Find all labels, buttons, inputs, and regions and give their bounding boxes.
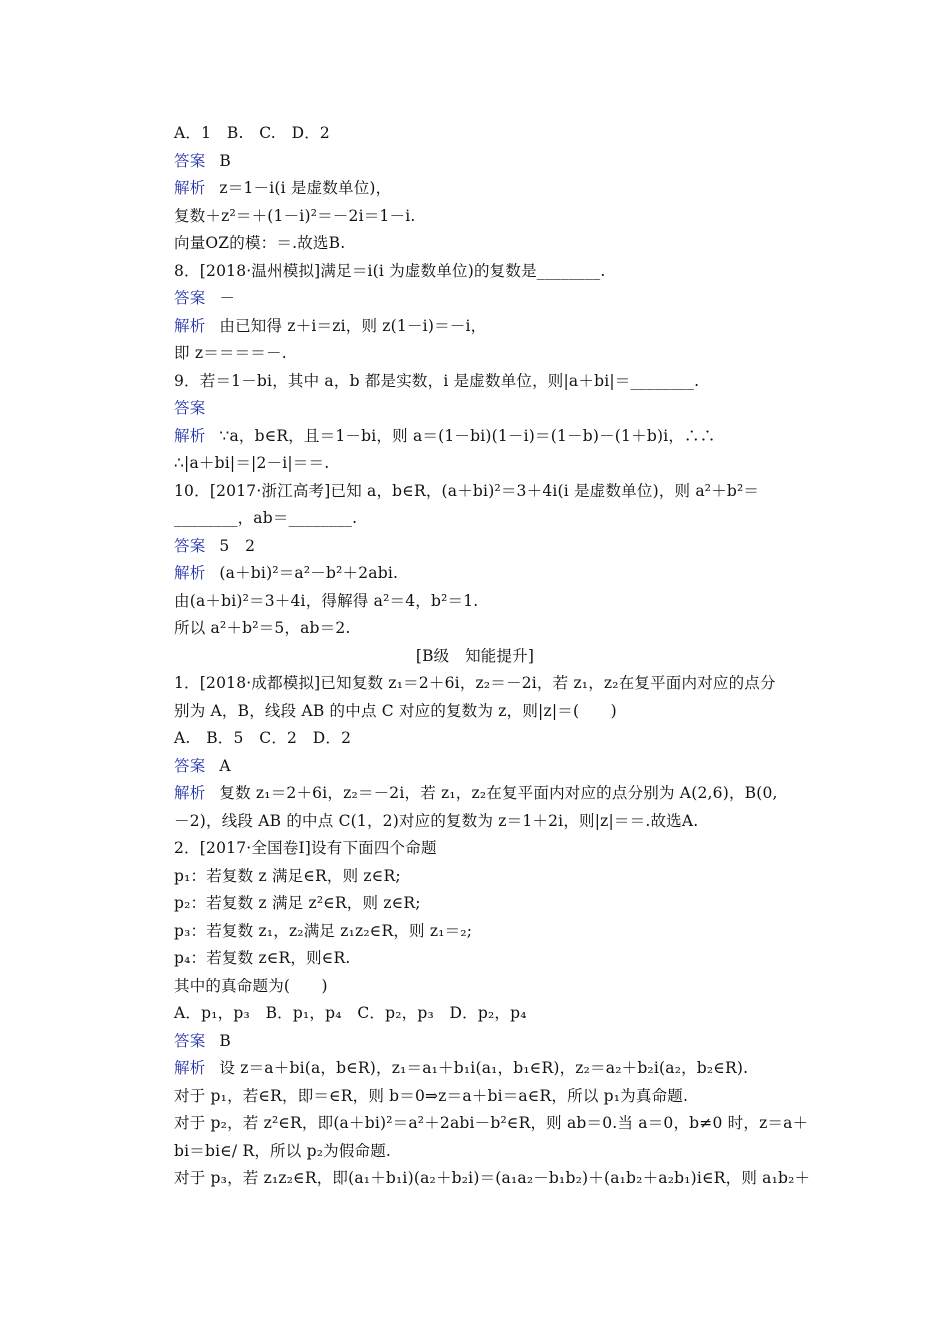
text-line <box>0 560 398 586</box>
answer-tag: 解析 <box>174 784 206 802</box>
line-text: 9．若＝1－bi，其中 a，b 都是实数，i 是虚数单位，则|a＋bi|＝________. <box>174 371 700 390</box>
text-line <box>0 670 776 696</box>
text-line <box>0 973 328 999</box>
text-line <box>0 808 698 834</box>
text-line <box>0 203 415 229</box>
text-line <box>0 863 401 889</box>
text-line <box>0 230 345 256</box>
line-text: 对于 p₃，若 z₁z₂∈R，即(a₁＋b₁i)(a₂＋b₂i)＝(a₁a₂－b₁b₂)＋(a₁b₂＋a₂b₁)i∈R，则 a₁b₂＋ <box>174 1169 811 1187</box>
answer-tag: 答案 <box>174 1031 206 1050</box>
answer-tag: 答案 <box>174 756 206 775</box>
text-line <box>0 533 255 559</box>
text-line <box>0 505 357 531</box>
text-line <box>0 120 330 146</box>
text-line <box>0 945 350 971</box>
line-text: p₁：若复数 z 满足∈R，则 z∈R; <box>174 866 401 885</box>
text-line <box>0 423 715 449</box>
line-text: ________，ab＝________. <box>174 509 358 527</box>
answer-tag: 答案 <box>174 399 206 417</box>
text-line <box>0 175 391 201</box>
answer-tag: 解析 <box>174 1059 206 1077</box>
text-line <box>0 340 287 366</box>
text-line <box>0 1165 810 1191</box>
text-line <box>0 1110 808 1136</box>
text-line <box>0 450 329 476</box>
line-text: p₄：若复数 z∈R，则∈R. <box>174 949 351 967</box>
line-text: 复数 z₁＝2＋6i，z₂＝－2i，若 z₁，z₂在复平面内对应的点分别为 A(2,6)，B(0, <box>219 784 778 802</box>
answer-tag: 答案 <box>174 151 206 170</box>
text-line <box>0 615 351 641</box>
line-text: 复数＋z²＝＋(1－i)²＝－2i＝1－i. <box>174 206 416 225</box>
line-text: p₂：若复数 z 满足 z²∈R，则 z∈R; <box>174 894 421 912</box>
text-line <box>0 478 759 504</box>
text-line <box>0 780 778 806</box>
line-text: 由(a＋bi)²＝3＋4i，得解得 a²＝4，b²＝1. <box>174 591 479 610</box>
text-line <box>0 753 231 779</box>
section-heading <box>0 643 950 669</box>
text-line <box>0 918 472 944</box>
text-line <box>0 725 351 751</box>
text-line <box>0 1000 527 1026</box>
line-text: 其中的真命题为( ) <box>174 976 328 995</box>
text-line <box>0 698 617 724</box>
line-text: p₃：若复数 z₁，z₂满足 z₁z₂∈R，则 z₁＝₂; <box>174 921 473 940</box>
line-text: ∵a，b∈R，且＝1－bi，则 a＝(1－bi)(1－i)＝(1－b)－(1＋b)i，∴∴ <box>219 426 716 445</box>
text-line <box>0 1055 748 1081</box>
answer-tag: 解析 <box>174 564 206 582</box>
line-text: B <box>219 1031 231 1050</box>
text-line <box>0 395 219 421</box>
line-text: ∴|a＋bi|＝|2－i|＝＝. <box>174 454 330 472</box>
line-text: 即 z＝＝＝＝－. <box>174 344 287 362</box>
line-text: 别为 A，B，线段 AB 的中点 C 对应的复数为 z，则|z|＝( ) <box>174 701 617 720</box>
line-text: 10．[2017·浙江高考]已知 a，b∈R，(a＋bi)²＝3＋4i(i 是虚数单位)，则 a²＋b²＝ <box>174 481 760 500</box>
text-line <box>0 835 437 861</box>
text-line <box>0 1083 688 1109</box>
answer-tag: 解析 <box>174 179 206 197</box>
text-line <box>0 148 231 174</box>
line-text: 5 2 <box>219 536 256 555</box>
line-text: 对于 p₂，若 z²∈R，即(a＋bi)²＝a²＋2abi－b²∈R，则 ab＝0.当 a＝0，b≠0 时，z＝a＋ <box>174 1114 809 1132</box>
line-text: bi＝bi∈/ R，所以 p₂为假命题. <box>174 1141 392 1160</box>
text-line <box>0 1028 231 1054</box>
line-text: 对于 p₁，若∈R，即＝∈R，则 b＝0⇒z＝a＋bi＝a∈R，所以 p₁为真命题. <box>174 1086 689 1105</box>
line-text: 向量OZ的模：＝.故选B. <box>174 234 346 252</box>
line-text: B <box>219 151 231 170</box>
answer-tag: 解析 <box>174 426 206 445</box>
line-text: － <box>219 289 236 307</box>
answer-tag: 答案 <box>174 536 206 555</box>
text-line <box>0 258 606 284</box>
answer-tag: 答案 <box>174 289 206 307</box>
line-text: －2)，线段 AB 的中点 C(1，2)对应的复数为 z＝1＋2i，则|z|＝＝.故选A. <box>174 811 699 830</box>
line-text: 1．[2018·成都模拟]已知复数 z₁＝2＋6i，z₂＝－2i，若 z₁，z₂在复平面内对应的点分 <box>174 674 776 692</box>
text-line <box>0 890 421 916</box>
line-text: 由已知得 z＋i＝zi，则 z(1－i)＝－i， <box>219 316 487 335</box>
line-text: 设 z＝a＋bi(a，b∈R)，z₁＝a₁＋b₁i(a₁，b₁∈R)，z₂＝a₂＋b₂i(a₂，b₂∈R). <box>219 1059 749 1077</box>
answer-tag: 解析 <box>174 316 206 335</box>
line-text: A <box>219 756 231 775</box>
line-text: A．1 B. C. D．2 <box>174 124 330 142</box>
line-text: 2．[2017·全国卷Ⅰ]设有下面四个命题 <box>174 839 437 857</box>
text-line <box>0 1138 391 1164</box>
line-text: A．p₁，p₃ B．p₁，p₄ C．p₂，p₃ D．p₂，p₄ <box>174 1004 527 1022</box>
text-line <box>0 313 486 339</box>
line-text: [B级 知能提升] <box>415 646 535 665</box>
line-text: z＝1－i(i 是虚数单位)， <box>219 179 392 197</box>
line-text: 8．[2018·温州模拟]满足＝i(i 为虚数单位)的复数是________. <box>174 261 606 280</box>
text-line <box>0 285 235 311</box>
line-text: A. B．5 C．2 D．2 <box>174 729 352 747</box>
line-text: (a＋bi)²＝a²－b²＋2abi. <box>219 564 399 582</box>
text-line <box>0 588 478 614</box>
line-text: 所以 a²＋b²＝5，ab＝2. <box>174 619 351 637</box>
text-line <box>0 368 699 394</box>
